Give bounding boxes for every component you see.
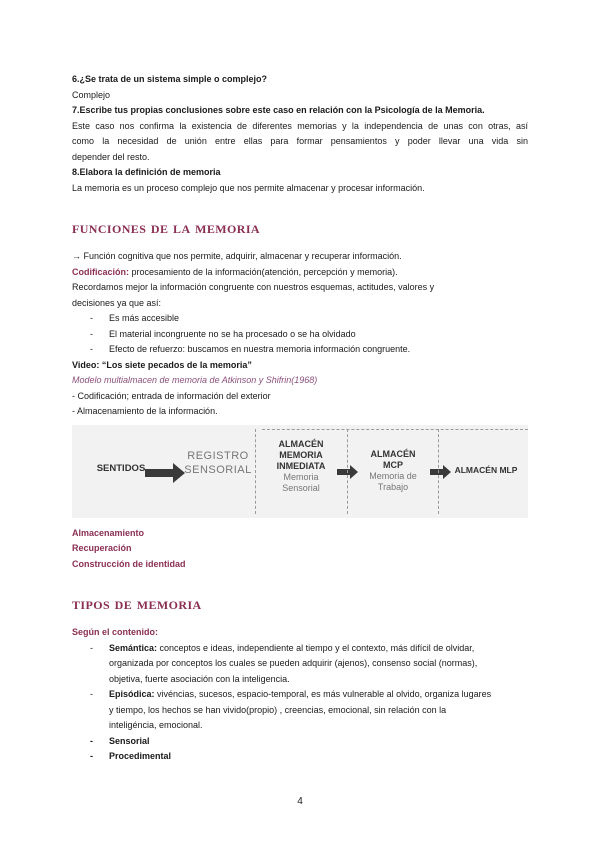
ami-line: MEMORIA	[279, 449, 323, 460]
answer-7	[72, 119, 528, 166]
list-item: - Procedimental	[72, 749, 528, 765]
list-item	[72, 687, 528, 734]
function-definition: → Función cognitiva que nos permite, adquirir, almacenar y recuperar información.	[72, 251, 402, 261]
list-item: - Efecto de refuerzo: buscamos en nuestra memoria información congruente.	[72, 342, 528, 358]
codificacion-entrada: - Codificación; entrada de información del exterior	[72, 390, 271, 401]
almacen-mcp	[354, 449, 432, 493]
semantica-label: Semántica:	[109, 642, 158, 653]
codificacion-text: procesamiento de la información(atención, percepción y memoria).	[129, 266, 398, 277]
mcp-line: ALMACÉN	[370, 448, 416, 459]
divider	[262, 429, 528, 430]
ami-line: ALMACÉN	[278, 438, 324, 449]
model-title: Modelo multialmacen de memoria de Atkinson y Shifrin(1968)	[72, 375, 318, 385]
divider	[438, 429, 439, 514]
divider	[255, 429, 256, 514]
recall-list	[72, 311, 528, 358]
codificacion-label: Codificación:	[72, 266, 130, 277]
recordamos-line: decisiones ya que así:	[72, 297, 162, 308]
question-8: 8.Elabora la definición de memoria	[72, 167, 221, 177]
ami-line: INMEDIATA	[276, 460, 326, 471]
list-item: - El material incongruente no se ha procesado o se ha olvidado	[72, 327, 528, 343]
answer-7-line: como la necesidad de unión entre ellas para formar pensamientos y poder llevar una vida sin	[72, 136, 528, 146]
construccion-heading: Construcción de identidad	[72, 558, 186, 569]
list-item: - Sensorial	[72, 734, 528, 750]
mcp-sub-line: Memoria de	[369, 470, 417, 481]
page-content	[72, 72, 528, 765]
multistore-diagram	[72, 425, 528, 518]
memory-types-list	[72, 641, 528, 765]
section-heading-tipos: tipos de memoria	[72, 594, 202, 613]
episodica-text: inteligéncia, emocional.	[109, 720, 203, 730]
mcp-sub-line: Trabajo	[377, 481, 409, 492]
almacenamiento-heading: Almacenamiento	[72, 527, 145, 538]
almacenamiento-info: - Almacenamiento de la información.	[72, 406, 218, 416]
sentidos-label: SENTIDOS	[96, 462, 146, 474]
episodica-text: vivéncias, sucesos, espacio-temporal, es más vulnerable al olvido, organiza lugares	[154, 689, 492, 699]
list-item	[72, 641, 528, 688]
answer-8: La memoria es un proceso complejo que nos permite almacenar y procesar información.	[72, 182, 425, 193]
episodica-label: Episódica:	[109, 689, 155, 699]
answer-7-line: Este caso nos confirma la existencia de diferentes memorias y la independencia de unas con otras, así	[72, 120, 528, 131]
video-title: Video: “Los siete pecados de la memoria”	[72, 359, 252, 370]
divider	[347, 429, 348, 514]
answer-7-line: depender del resto.	[72, 151, 150, 162]
mcp-line: MCP	[383, 459, 403, 470]
semantica-text: conceptos e ideas, independiente al tiempo y el contexto, más difícil de olvidar,	[157, 642, 475, 653]
almacen-memoria-inmediata	[260, 439, 342, 494]
registro-line: SENSORIAL	[184, 463, 252, 476]
codificacion-line	[72, 265, 528, 281]
page-number: 4	[297, 796, 303, 807]
almacen-mlp-label: ALMACÉN MLP	[454, 464, 518, 475]
recordamos-line: Recordamos mejor la información congruente con nuestros esquemas, actitudes, valores y	[72, 282, 435, 292]
question-6: 6.¿Se trata de un sistema simple o complejo?	[72, 74, 268, 84]
episodica-text: y tiempo, los hechos se han vivido(propio) , creencias, emocional, sin relación con la	[109, 704, 447, 715]
registro-sensorial-label	[180, 449, 256, 477]
question-7: 7.Escribe tus propias conclusiones sobre este caso en relación con la Psicología de la Memoria.	[72, 105, 485, 115]
arrow-right-icon	[430, 465, 452, 479]
ami-sub-line: Memoria	[283, 471, 319, 482]
answer-6: Complejo	[72, 89, 111, 100]
segun-contenido: Según el contenido:	[72, 627, 159, 637]
section-heading-funciones: funciones de la memoria	[72, 218, 260, 237]
list-item: - Es más accesible	[72, 311, 528, 327]
recuperacion-heading: Recuperación	[72, 543, 132, 553]
semantica-text: objetiva, fuerte asociación con la inteligencia.	[109, 673, 290, 684]
registro-line: REGISTRO	[187, 449, 249, 462]
ami-sub-line: Sensorial	[282, 482, 320, 493]
semantica-text: organizada por conceptos los cuales se pueden adquirir (ajenos), consenso social (normas),	[109, 658, 478, 668]
